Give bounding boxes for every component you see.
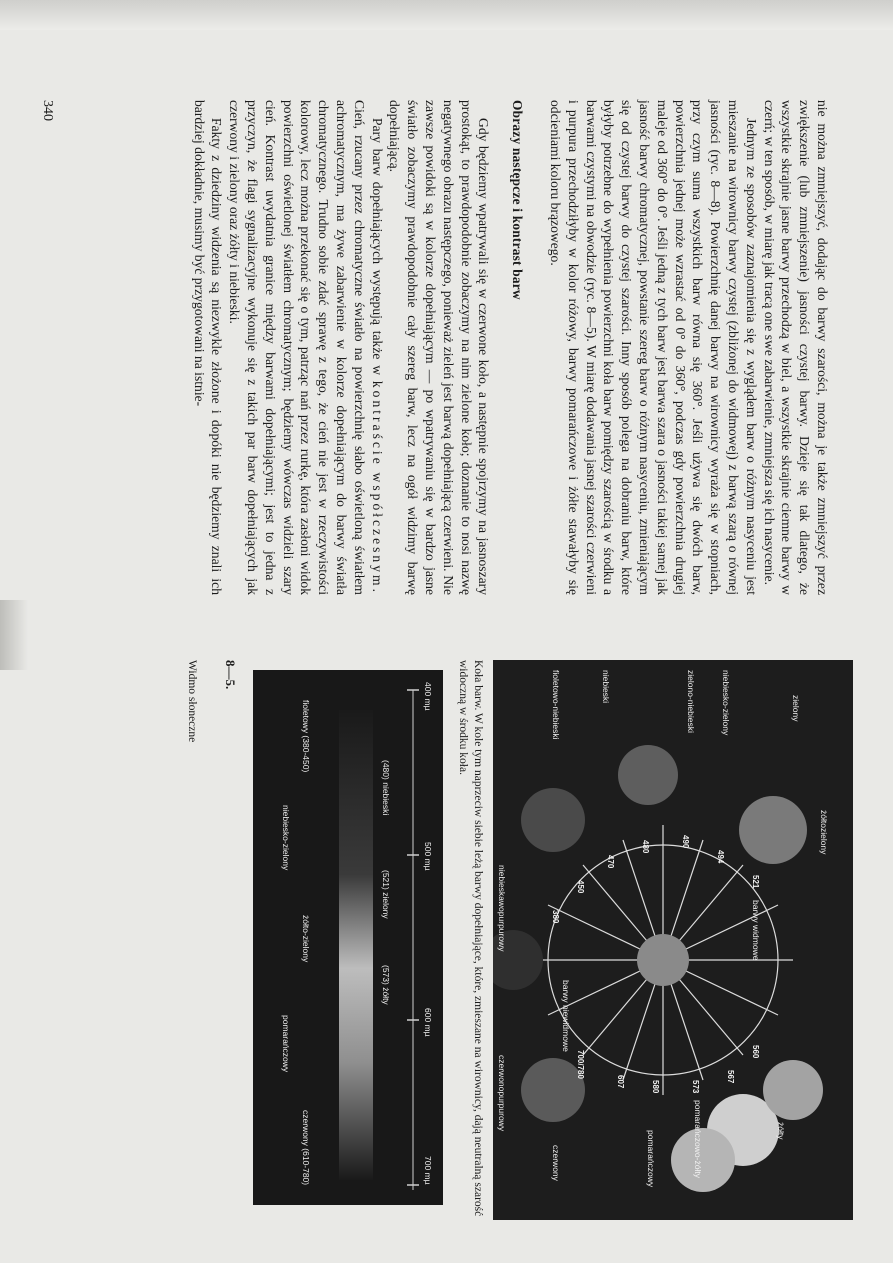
paragraph-text: Cień, rzucany przez chromatyczne światło na powierzchnię słabo oświetloną światłem achromatycznym, ma żywe zabarwienie w kolorze dopełniającym do barwy światła chromatycznego. Trudno sobie zdać sprawę z tego, że cień nie jest w rzeczywistości kolorowy, lecz można przekonać się o tym, patrząc nań przez rurkę, która zasłoni widok powierzchni oświetlonej światłem chromatycznym; będziemy wówczas widzieli szary cień. Kontrast uwydatnia granice między barwami dopełniającymi; jest to jedna z przyczyn, że flagi sygnalizacyjne wykonuje się z takich par barw dopełniających jak czerwony i zielony oraz żółty i niebieski. (227, 100, 367, 595)
wavelength-label: 573 (691, 1080, 700, 1094)
scale-label: 500 mµ (423, 842, 433, 871)
band-label: żółto-zielony (301, 915, 311, 963)
scale-label: 700 mµ (423, 1156, 433, 1185)
color-wheel-svg (493, 660, 853, 1220)
label-niebieski: niebieski (601, 670, 611, 704)
spectrum-figure (253, 670, 443, 1205)
swatch (618, 745, 678, 805)
label-zolty: żółty (776, 1122, 786, 1140)
spectrum-svg (253, 670, 443, 1205)
label-zielony: zielony (791, 695, 801, 722)
label-barwy-niewidmowe: barwy niewidmowe (561, 980, 571, 1052)
wavelength-label: 560 (751, 1045, 760, 1059)
label-zielono-niebieski: zielono-niebieski (686, 670, 696, 733)
label-barwy-widmowe: barwy widmowe (751, 900, 761, 961)
wavelength-label: 380 (551, 910, 560, 924)
wavelength-label: 450 (576, 880, 585, 894)
paragraph: Gdy będziemy wpatrywali się w czerwone koło, a następnie spojrzymy na jasnoszary prostokąt, to prawdopodobnie zobaczymy na nim zielone koło; doznanie to nosi nazwę negatywnego obrazu następczego, ponieważ zieleń jest barwą dopełniającą czerwieni. Nie zawsze powidoki są w kolorze dopełniającym — po wpatrywaniu się w bardzo jasne światło zobaczymy prawdopodobnie cały szereg barw, lecz na ogół widzimy barwę dopełniającą. (387, 100, 492, 595)
swatch (521, 788, 585, 852)
wavelength-label: 494 (716, 850, 725, 864)
label-pomaranczowo-zolty: pomarańczowo-żółty (693, 1100, 703, 1178)
wavelength-label: 567 (726, 1070, 735, 1084)
swatch (671, 1128, 735, 1192)
wavelength-label: 490 (681, 835, 690, 849)
paragraph: Jednym ze sposobów zaznajomienia się z wyglądem barw o różnym nasyceniu jest mieszanie na wirownicy barwy czystej (zbliżonej do widmowej) z barwą szarą o równej jasności (ryc. 8—8). Powierzchnię danej barwy na wirownicy wyraża się w stopniach, przy czym suma wszystkich barw równa się 360°. Jeśli używa się dwóch barw, powierzchnia jednej może wzrastać od 0° do 360°, podczas gdy powierzchnia drugiej maleje od 360° do 0°. Jeśli jedną z tych barw jest barwa szara o jasności takiej samej jak jasność barwy chromatycznej, powstanie szereg barw o różnym nasyceniu, zmieniającym się od czystej barwy do czystej szarości. Inny sposób polega na dobraniu barw, które byłyby potrzebne do wypełnienia powierzchni koła barw pomiędzy szarością w środku a barwami czystymi na obwodzie (ryc. 8—5). W miarę dodawania jasnej szarości czerwieni i purpura przechodziłyby w kolor różowy, barwy pomarańczowe i żółte stawałyby się odcieniami koloru brązowego. (548, 100, 759, 595)
spaced-term: kontraście (369, 380, 385, 467)
swatch (763, 1060, 823, 1120)
figure-caption: Koła barw. W kole tym naprzeciw siebie leżą barwy dopełniające, które, zmieszane na wirownicy, dają neutralną szarość widoczną w środku koła. (457, 660, 484, 1217)
label-pomaranczowy: pomarańczowy (646, 1130, 656, 1188)
page-number: 340 (40, 100, 55, 121)
label-czerwony: czerwony (551, 1145, 561, 1181)
spectrum-marker: (480) niebieski (381, 760, 391, 816)
figure-number: 8—5. (223, 660, 238, 690)
spectrum-band (339, 710, 373, 1180)
paragraph: Fakty z dziedziny widzenia są niezwykle złożone i dopóki nie będziemy znali ich bardziej dokładnie, musimy być przygotowani na istnie- (191, 100, 225, 595)
band-label: fioletowy (380-450) (301, 700, 311, 773)
band-label: czerwony (610-780) (301, 1110, 311, 1186)
text-column (190, 100, 831, 595)
scale-label: 600 mµ (423, 1008, 433, 1037)
spectrum-marker: (573) żółty (381, 965, 391, 1005)
paragraph (226, 100, 386, 595)
label-czerwonopurpurowy: czerwonopurpurowy (497, 1055, 507, 1132)
wheel-center-gray (637, 934, 689, 986)
color-wheel-figure (493, 660, 853, 1220)
wavelength-label: 470 (606, 855, 615, 869)
label-niebiesko-zielony: niebiesko-zielony (721, 670, 731, 736)
spectrum-marker: (521) zielony (381, 870, 391, 919)
wavelength-label: 607 (616, 1075, 625, 1089)
wavelength-label: 521 (751, 875, 760, 889)
swatch (739, 796, 807, 864)
scale-label: 400 mµ (423, 682, 433, 711)
section-heading: Obrazy następcze i kontrast barw (510, 100, 526, 300)
paragraph-text: Pary barw dopełniających występują także w (369, 118, 385, 376)
wavelength-label: 700/780 (576, 1050, 585, 1079)
label-zoltozielony: żółtozielony (819, 810, 829, 855)
wavelength-label: 480 (641, 840, 650, 854)
band-label: pomarańczowy (281, 1015, 291, 1073)
label-fioletowo-niebieski: fioletowo-niebieski (551, 670, 561, 740)
band-label: niebiesko-zielony (281, 805, 291, 871)
paragraph: nie można zmniejszyć, dodając do barwy szarości, można je także zmniejszyć przez zwiększenie (lub zmniejszenie) jasności czystej barwy. Dzieje się tak dlatego, że wszystkie skrajnie jasne barwy przechodzą w biel, a wszystkie skrajnie ciemne barwy w czerń; w ten sposób, w miarę jak tracą one swe zabarwienie, zmniejsza się ich nasycenie. (761, 100, 830, 595)
spaced-term: współczesnym. (369, 472, 385, 595)
figure-caption: Widmo słoneczne (186, 660, 198, 743)
wavelength-label: 580 (651, 1080, 660, 1094)
label-niebieskawopurpurowy: niebieskawopurpurowy (497, 865, 507, 952)
